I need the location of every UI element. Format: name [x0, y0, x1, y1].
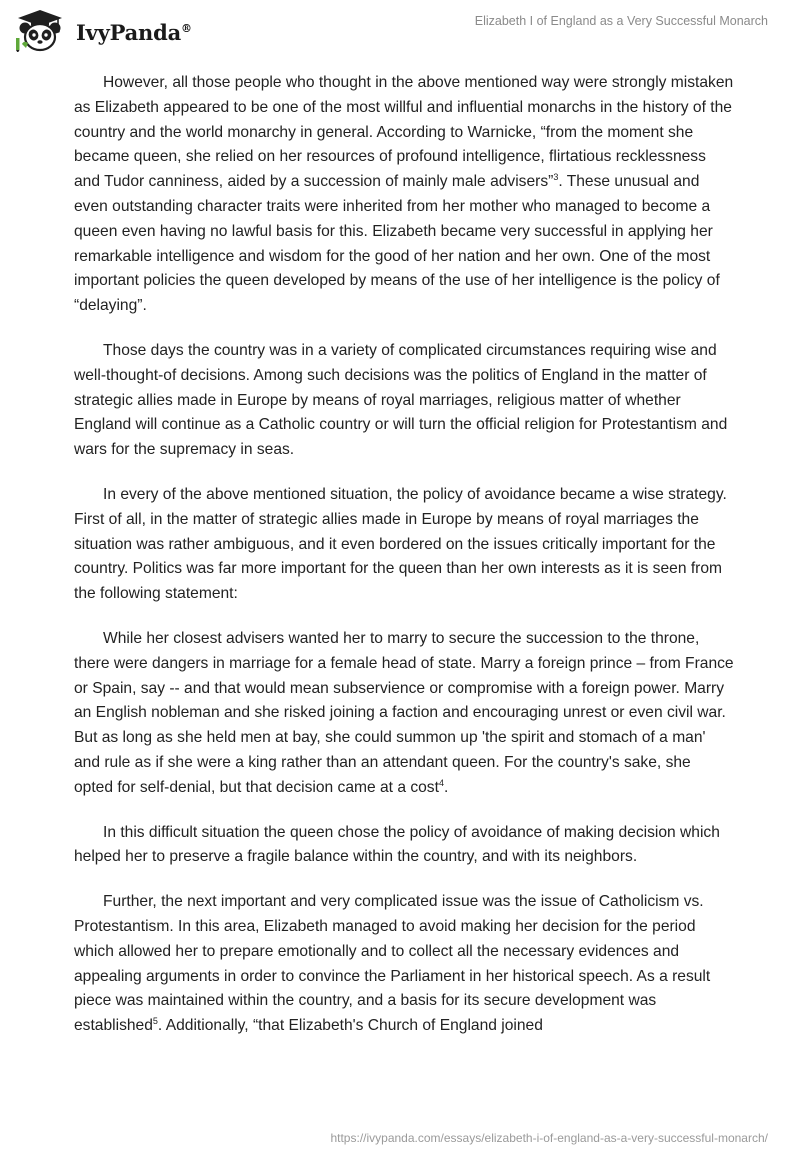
- source-url-link[interactable]: https://ivypanda.com/essays/elizabeth-i-of-england-as-a-very-successful-monarch/: [330, 1131, 768, 1145]
- paragraph-5: In this difficult situation the queen chose the policy of avoidance of making decision which helped her to preserve a fragile balance within the country, and with its neighbors.: [74, 823, 720, 866]
- panda-graduation-cap-icon: [14, 8, 66, 52]
- document-title: Elizabeth I of England as a Very Successful Monarch: [474, 14, 768, 28]
- article-body: [74, 71, 734, 1059]
- footnote-ref-3[interactable]: 3: [553, 172, 559, 183]
- footnote-ref-4[interactable]: 4: [438, 777, 444, 788]
- paragraph-2: Those days the country was in a variety of complicated circumstances requiring wise and well-thought-of decisions. Among such decisions was the politics of England in the matter of strategic allies made in Europe by means of royal marriages, religious matter of whether England will continue as a Catholic country or will turn the official religion for Protestantism and wars for the supremacy in seas.: [74, 341, 728, 459]
- paragraph-6: Further, the next important and very complicated issue was the issue of Catholicism vs. Protestantism. In this area, Elizabeth managed to avoid making her decision for the period which allowed her to prepare emotionally and to collect all the necessary evidences and appealing arguments in order to convince the Parliament in her historical speech. As a result piece was maintained within the country, and a basis for its secure development was established$^5$. Additionally, “that Elizabeth's Church of England joined: [74, 893, 711, 1035]
- paragraph-1: However, all those people who thought in the above mentioned way were strongly mistaken as Elizabeth appeared to be one of the most willful and influential monarchs in the history of the country and the world monarchy in general. According to Warnicke, “from the moment she became queen, she relied on her resources of profound intelligence, flirtatious recklessness and Tudor canniness, aided by a succession of mainly male advisers”$^3$. These unusual and even outstanding character traits were inherited from her mother who managed to become a queen even having no lawful basis for this. Elizabeth became very successful in applying her remarkable intelligence and wisdom for the good of her nation and her own. One of the most important policies the queen developed by means of the use of her intelligence is the policy of “delaying”.: [74, 74, 734, 315]
- paragraph-3: In every of the above mentioned situation, the policy of avoidance became a wise strategy. First of all, in the matter of strategic allies made in Europe by means of royal marriages the situation was rather ambiguous, and it even bordered on the issues critically important for the country. Politics was far more important for the queen than her own interests as it is seen from the following statement:: [74, 485, 727, 603]
- footnote-ref-5[interactable]: 5: [152, 1016, 158, 1027]
- ivypanda-logo[interactable]: [14, 8, 192, 52]
- brand-name: IvyPanda®: [76, 19, 192, 45]
- paragraph-4-quote: While her closest advisers wanted her to marry to secure the succession to the throne, there were dangers in marriage for a female head of state. Marry a foreign prince – from France or Spain, say -- and that would mean subservience or compromise with a foreign power. Marry an English nobleman and she risked joining a faction and encouraging unrest or even civil war. But as long as she held men at bay, she could summon up 'the spirit and stomach of a man' and rule as if she were a king rather than an attendant queen. For the country's sake, she opted for self-denial, but that decision came at a cost$^4$.: [74, 629, 734, 796]
- page-header: [0, 0, 800, 60]
